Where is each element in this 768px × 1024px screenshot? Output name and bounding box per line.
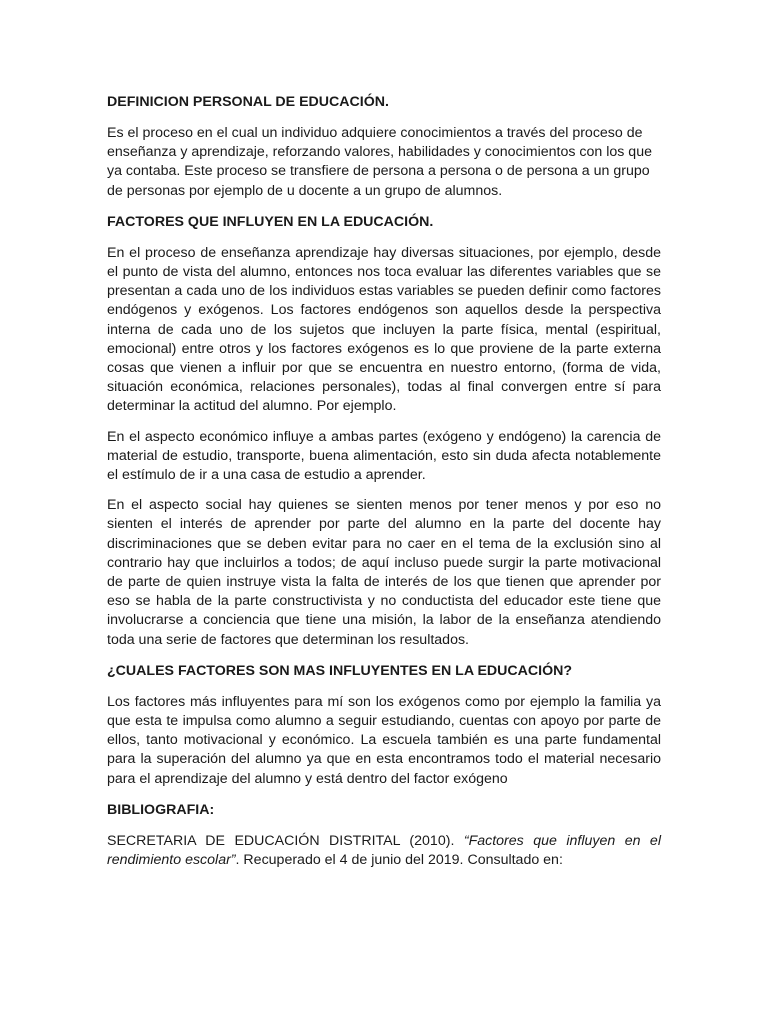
document-page — [107, 88, 661, 881]
bibliography-title: “Factores que influyen en el rendimiento escolar” — [107, 832, 661, 869]
factors-heading: FACTORES QUE INFLUYEN EN LA EDUCACIÓN. — [107, 213, 434, 230]
factors-paragraph-1: En el proceso de enseñanza aprendizaje hay diversas situaciones, por ejemplo, desde el punto de vista del alumno, entonces nos toca evaluar las diferentes variables que se presentan a cada uno de los individuos estas variables se pueden definir como factores endógenos y exógenos. Los factores endógenos son aquellos desde la perspectiva interna de cada uno de los sujetos que incluyen la parte física, mental (espiritual, emocional) entre otros y los factores exógenos es lo que proviene de la parte externa cosas que vienen a influir por que se encuentra en nuestro entorno, (forma de vida, situación económica, relaciones personales), todas al final convergen entre sí para determinar la actitud del alumno. Por ejemplo. — [107, 244, 661, 415]
factors-paragraph-2: En el aspecto económico influye a ambas partes (exógeno y endógeno) la carencia de material de estudio, transporte, buena alimentación, esto sin duda afecta notablemente el estímulo de ir a una casa de estudio a aprender. — [107, 428, 661, 484]
definition-paragraph: Es el proceso en el cual un individuo adquiere conocimientos a través del proceso de enseñanza y aprendizaje, reforzando valores, habilidades y conocimientos con los que ya contaba. Este proceso se transfiere de persona a persona o de persona a un grupo de personas por ejemplo de u docente a un grupo de alumnos. — [107, 125, 652, 199]
bibliography-author: SECRETARIA DE EDUCACIÓN DISTRITAL (2010). — [107, 832, 464, 849]
bibliography-rest: . Recuperado el 4 de junio del 2019. Consultado en: — [235, 852, 563, 869]
most-influential-paragraph: Los factores más influyentes para mí son los exógenos como por ejemplo la familia ya que esta te impulsa como alumno a seguir estudiando, cuentas con apoyo por parte de ellos, tanto motivacional y económico. La escuela también es una parte fundamental para la superación del alumno ya que en esta encontramos todo el material necesario para el aprendizaje del alumno y está dentro del factor exógeno — [107, 693, 661, 787]
most-influential-heading: ¿CUALES FACTORES SON MAS INFLUYENTES EN LA EDUCACIÓN? — [107, 662, 573, 679]
definition-heading: DEFINICION PERSONAL DE EDUCACIÓN. — [107, 94, 389, 110]
bibliography-entry — [107, 832, 661, 870]
bibliography-heading: BIBLIOGRAFIA: — [107, 801, 215, 818]
factors-paragraph-3: En el aspecto social hay quienes se sienten menos por tener menos y por eso no sienten el interés de aprender por parte del alumno en la parte del docente hay discriminaciones que se deben evitar para no caer en el tema de la exclusión sino al contrario hay que incluirlos a todos; de aquí incluso puede surgir la parte motivacional de parte de quien instruye vista la falta de interés de los que tienen que aprender por eso se habla de la parte constructivista y no conductista del educador este tiene que involucrarse a conciencia que tiene una misión, la labor de la enseñanza atendiendo toda una serie de factores que determinan los resultados. — [107, 497, 661, 648]
